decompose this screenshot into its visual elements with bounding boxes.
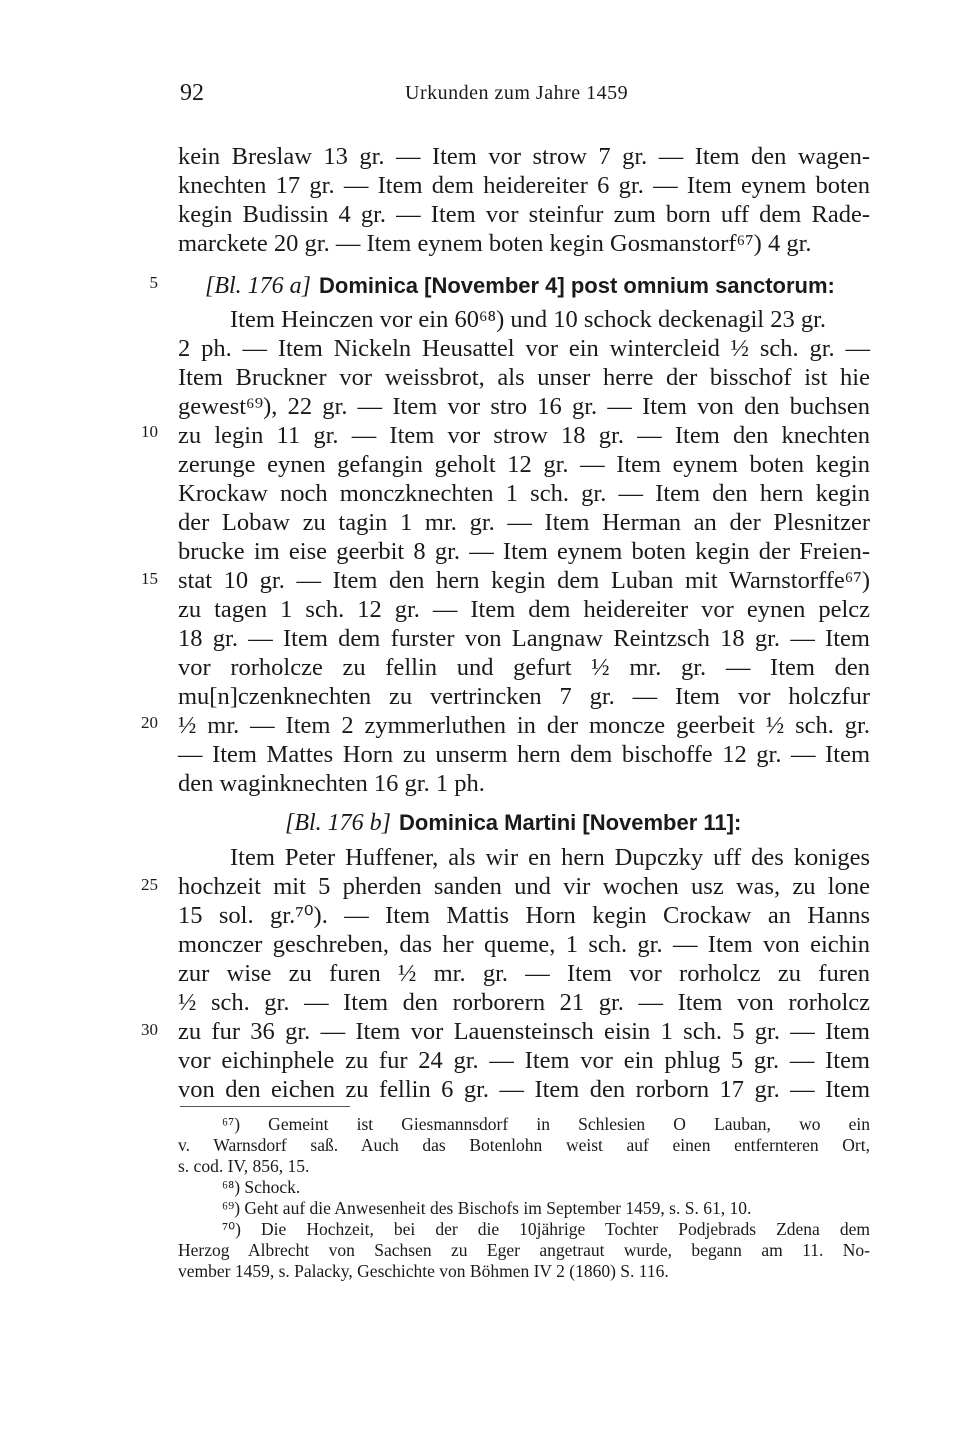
text-line: hochzeit mit 5 pherden sanden und vir wochen usz was, zu lone	[178, 873, 870, 900]
text-line: vor rorholcze zu fellin und gefurt ½ mr. gr. — Item den	[178, 654, 870, 681]
footnote-line: ⁶⁹) Geht auf die Anwesenheit des Bischofs im September 1459, s. S. 61, 10.	[222, 1198, 752, 1218]
line-number: 15	[141, 569, 158, 588]
line-number: 25	[141, 875, 158, 894]
text-line: Item Bruckner vor weissbrot, als unser herre der bisschof ist hie	[178, 364, 870, 391]
folio-label: [Bl. 176 b]	[285, 810, 392, 836]
text-line: 18 gr. — Item dem furster von Langnaw Reintzsch 18 gr. — Item	[178, 625, 870, 652]
text-line: zur wise zu furen ½ mr. gr. — Item vor rorholcz zu furen	[178, 960, 870, 987]
text-line: ½ sch. gr. — Item den rorborern 21 gr. — Item von rorholcz	[178, 989, 870, 1016]
text-line: zerunge eynen gefangin geholt 12 gr. — Item eynem boten kegin	[178, 451, 870, 478]
text-line: der Lobaw zu tagin 1 mr. gr. — Item Herman an der Plesnitzer	[178, 509, 870, 536]
text-line: vor eichinphele zu fur 24 gr. — Item vor ein phlug 5 gr. — Item	[178, 1047, 870, 1074]
text-line: von den eichen zu fellin 6 gr. — Item den rorborn 17 gr. — Item	[178, 1076, 870, 1103]
section-heading	[285, 808, 870, 838]
footnote-line: ⁶⁸) Schock.	[222, 1177, 301, 1197]
line-number: 5	[149, 273, 158, 292]
footnote-line: ⁷⁰) Die Hochzeit, bei der die 10jährige Tochter Podjebrads Zdena dem	[222, 1219, 870, 1239]
footnote-divider	[180, 1106, 350, 1107]
text-line: 15 sol. gr.⁷⁰). — Item Mattis Horn kegin Crockaw an Hanns	[178, 902, 870, 929]
page-number: 92	[180, 80, 204, 106]
text-line: gewest⁶⁹), 22 gr. — Item vor stro 16 gr. — Item von den buchsen	[178, 393, 870, 420]
heading-text: Dominica [November 4] post omnium sanctorum:	[319, 273, 835, 298]
line-number: 30	[141, 1020, 158, 1039]
text-line: — Item Mattes Horn zu unserm hern dem bischoffe 12 gr. — Item	[178, 741, 870, 768]
running-head	[180, 80, 890, 114]
text-line: mu[n]czenknechten zu vertrincken 7 gr. — Item vor holczfur	[178, 683, 870, 710]
text-line: Item Peter Huffener, als wir en hern Dupczky uff des koniges	[230, 844, 870, 871]
text-line: ½ mr. — Item 2 zymmerluthen in der moncze geerbeit ½ sch. gr.	[178, 712, 870, 739]
footnote-line: Herzog Albrecht von Sachsen zu Eger angetraut wurde, begann am 11. No-	[178, 1240, 870, 1260]
running-title: Urkunden zum Jahre 1459	[405, 82, 629, 104]
text-line: kegin Budissin 4 gr. — Item vor steinfur zum born uff dem Rade-	[178, 201, 870, 228]
line-number: 20	[141, 713, 158, 732]
text-line: zu tagen 1 sch. 12 gr. — Item dem heidereiter vor eynen pelcz	[178, 596, 870, 623]
line-number: 10	[141, 422, 158, 441]
text-line: brucke im eise geerbit 8 gr. — Item eynem boten kegin der Freien-	[178, 538, 870, 565]
text-line: marckete 20 gr. — Item eynem boten kegin Gosmanstorf⁶⁷) 4 gr.	[178, 230, 812, 257]
footnote-line: vember 1459, s. Palacky, Geschichte von Böhmen IV 2 (1860) S. 116.	[178, 1261, 669, 1281]
footnote-line: ⁶⁷) Gemeint ist Giesmannsdorf in Schlesien O Lauban, wo ein	[222, 1114, 870, 1134]
text-line: monczer geschreben, das her queme, 1 sch. gr. — Item von eichin	[178, 931, 870, 958]
footnote-line: s. cod. IV, 856, 15.	[178, 1156, 310, 1176]
text-line: Item Heinczen vor ein 60⁶⁸) und 10 schock deckenagil 23 gr.	[230, 306, 827, 333]
text-line: knechten 17 gr. — Item dem heidereiter 6 gr. — Item eynem boten	[178, 172, 870, 199]
text-line: stat 10 gr. — Item den hern kegin dem Luban mit Warnstorffe⁶⁷)	[178, 567, 870, 594]
section-heading	[205, 271, 870, 301]
text-line: zu fur 36 gr. — Item vor Lauensteinsch eisin 1 sch. 5 gr. — Item	[178, 1018, 870, 1045]
text-line: zu legin 11 gr. — Item vor strow 18 gr. — Item den knechten	[178, 422, 870, 449]
footnote-line: v. Warnsdorf saß. Auch das Botenlohn weist auf einen entfernteren Ort,	[178, 1135, 870, 1155]
text-line: kein Breslaw 13 gr. — Item vor strow 7 gr. — Item den wagen-	[178, 143, 870, 170]
heading-text: Dominica Martini [November 11]:	[399, 810, 742, 835]
folio-label: [Bl. 176 a]	[205, 273, 312, 299]
text-line: 2 ph. — Item Nickeln Heusattel vor ein wintercleid ½ sch. gr. —	[178, 335, 870, 362]
text-line: den waginknechten 16 gr. 1 ph.	[178, 770, 485, 797]
text-line: Krockaw noch monczknechten 1 sch. gr. — Item den hern kegin	[178, 480, 870, 507]
